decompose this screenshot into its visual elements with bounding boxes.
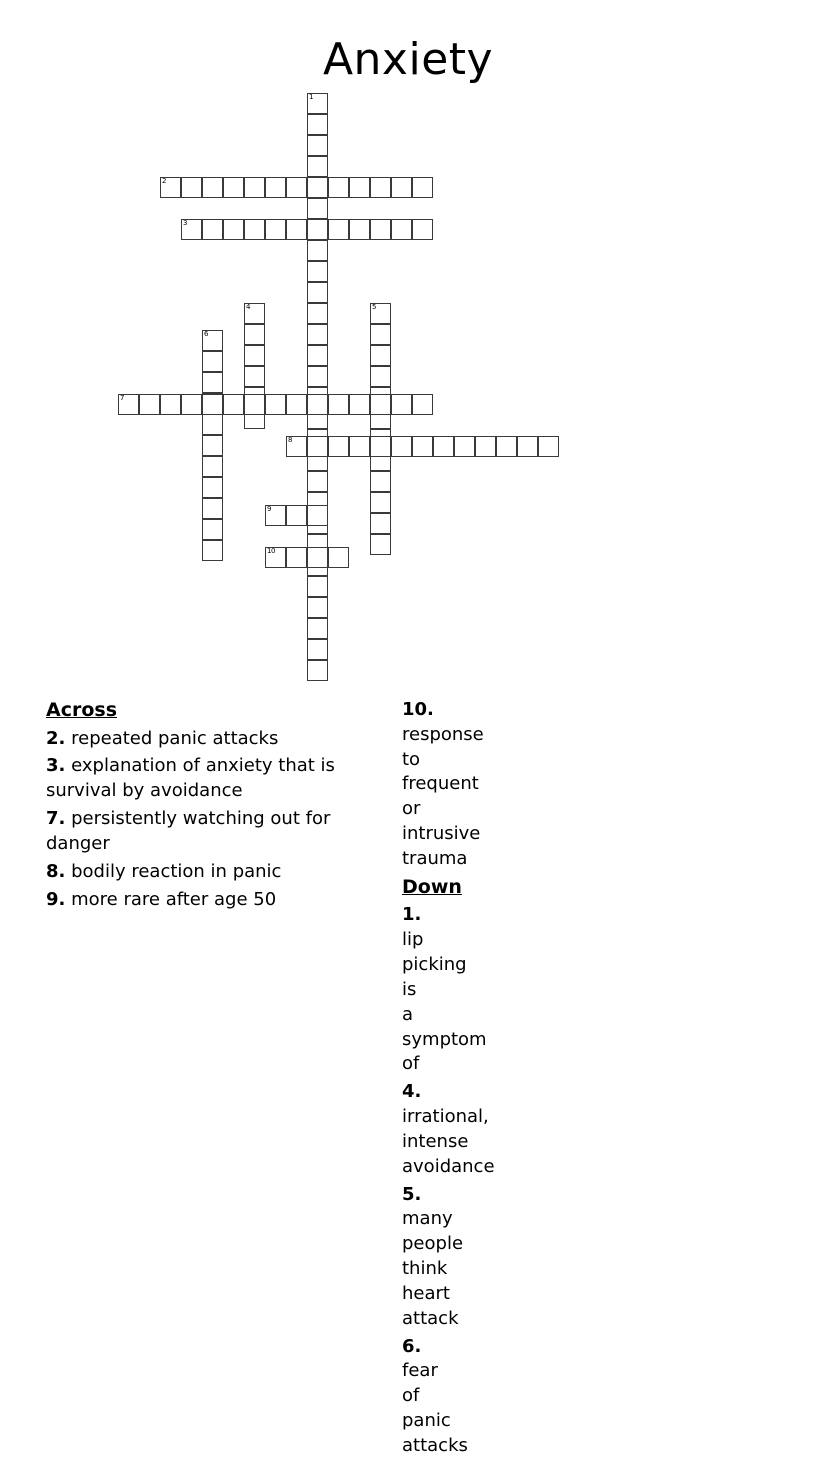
grid-cell[interactable] (412, 436, 433, 457)
grid-cell[interactable] (433, 436, 454, 457)
grid-cell[interactable] (370, 219, 391, 240)
clue-text: lip picking is a symptom of (402, 929, 487, 1075)
clues-container (0, 698, 816, 1462)
clue-text: explanation of anxiety that is survival by avoidance (46, 755, 335, 802)
grid-cell[interactable] (244, 345, 265, 366)
grid-cell[interactable] (370, 366, 391, 387)
grid-cell[interactable] (202, 414, 223, 435)
grid-cell[interactable] (202, 477, 223, 498)
grid-cell[interactable] (307, 660, 328, 681)
grid-cell[interactable] (307, 198, 328, 219)
grid-cell[interactable] (328, 219, 349, 240)
grid-cell[interactable] (202, 456, 223, 477)
clue-number: 9. (46, 888, 66, 910)
clue-number: 2. (46, 727, 66, 749)
grid-cell[interactable] (307, 394, 328, 415)
across-heading: Across (46, 699, 118, 721)
grid-cell[interactable] (244, 324, 265, 345)
grid-cell[interactable] (454, 436, 475, 457)
grid-cell[interactable] (307, 324, 328, 345)
grid-cell[interactable] (307, 156, 328, 177)
clue-text: persistently watching out for danger (46, 808, 331, 854)
grid-cell[interactable] (307, 471, 328, 492)
grid-cell[interactable] (202, 177, 223, 198)
grid-cell[interactable] (475, 436, 496, 457)
grid-cell[interactable] (307, 114, 328, 135)
cell-number: 3 (183, 219, 188, 228)
grid-cell[interactable] (202, 540, 223, 561)
grid-cell[interactable] (307, 436, 328, 457)
grid-cell[interactable] (202, 394, 223, 415)
clue-number: 7. (46, 808, 66, 830)
grid-cell[interactable] (181, 394, 202, 415)
clue-text: many people think heart attack (402, 1208, 464, 1329)
grid-cell[interactable] (223, 177, 244, 198)
clue-number: 3. (46, 755, 66, 777)
grid-cell[interactable] (286, 547, 307, 568)
grid-cell[interactable] (370, 436, 391, 457)
clue-text: irrational, intense avoidance (402, 1106, 495, 1177)
grid-cell[interactable] (349, 219, 370, 240)
grid-cell[interactable] (181, 177, 202, 198)
grid-cell[interactable] (328, 394, 349, 415)
grid-cell[interactable] (223, 394, 244, 415)
grid-cell[interactable] (265, 505, 286, 526)
crossword-grid (0, 84, 816, 684)
grid-cell[interactable] (412, 177, 433, 198)
cell-number: 2 (162, 177, 167, 186)
grid-cell[interactable] (139, 394, 160, 415)
grid-cell[interactable] (370, 303, 391, 324)
grid-cell[interactable] (391, 177, 412, 198)
grid-cell[interactable] (307, 505, 328, 526)
clue-number: 5. (402, 1183, 422, 1205)
clue-number: 8. (46, 860, 66, 882)
grid-cell[interactable] (307, 547, 328, 568)
cell-number: 8 (288, 435, 293, 444)
grid-cell[interactable] (202, 372, 223, 393)
grid-cell[interactable] (349, 436, 370, 457)
grid-cell[interactable] (307, 618, 328, 639)
clue-text: response to frequent or intrusive trauma (402, 723, 484, 869)
grid-cell[interactable] (370, 394, 391, 415)
grid-cell[interactable] (286, 219, 307, 240)
grid-cell[interactable] (517, 436, 538, 457)
grid-cell[interactable] (307, 303, 328, 324)
clue-text: bodily reaction in panic (71, 860, 282, 882)
grid-cell[interactable] (412, 394, 433, 415)
grid-cell[interactable] (244, 366, 265, 387)
clue-number: 6. (402, 1335, 422, 1357)
clue-down-1 (402, 903, 487, 1077)
grid-cell[interactable] (307, 282, 328, 303)
grid-cell[interactable] (307, 597, 328, 618)
grid-cell[interactable] (202, 435, 223, 456)
grid-cell[interactable] (244, 177, 265, 198)
cell-number: 1 (309, 93, 314, 102)
grid-cell[interactable] (202, 498, 223, 519)
grid-cell[interactable] (286, 177, 307, 198)
grid-cell[interactable] (328, 177, 349, 198)
grid-cell[interactable] (160, 177, 181, 198)
grid-cell[interactable] (307, 345, 328, 366)
grid-cell[interactable] (202, 351, 223, 372)
grid-cell[interactable] (391, 436, 412, 457)
grid-cell[interactable] (370, 471, 391, 492)
grid-cell[interactable] (202, 219, 223, 240)
grid-cell[interactable] (307, 639, 328, 660)
clue-text: repeated panic attacks (71, 727, 279, 749)
grid-cell[interactable] (370, 324, 391, 345)
grid-cell[interactable] (328, 436, 349, 457)
grid-cell[interactable] (349, 177, 370, 198)
cell-number: 6 (204, 329, 209, 338)
grid-cell[interactable] (265, 219, 286, 240)
grid-cell[interactable] (265, 394, 286, 415)
grid-cell[interactable] (370, 345, 391, 366)
grid-cell[interactable] (202, 519, 223, 540)
grid-cell[interactable] (244, 394, 265, 415)
grid-cell[interactable] (370, 492, 391, 513)
grid-cell[interactable] (307, 240, 328, 261)
grid-cell[interactable] (223, 219, 244, 240)
grid-cell[interactable] (202, 330, 223, 351)
grid-cell[interactable] (391, 394, 412, 415)
cell-number: 5 (372, 303, 377, 312)
grid-cell[interactable] (307, 366, 328, 387)
clues-column-right (40, 698, 495, 1462)
grid-cell[interactable] (307, 219, 328, 240)
grid-cell[interactable] (286, 394, 307, 415)
clue-down-6 (402, 1335, 468, 1459)
grid-cell[interactable] (181, 219, 202, 240)
grid-cell[interactable] (160, 394, 181, 415)
grid-cell[interactable] (265, 177, 286, 198)
grid-cell[interactable] (538, 436, 559, 457)
grid-cell[interactable] (307, 135, 328, 156)
grid-cell[interactable] (244, 303, 265, 324)
clue-down-4 (402, 1080, 495, 1179)
cell-number: 10 (267, 546, 276, 555)
clue-text: more rare after age 50 (71, 888, 277, 910)
cell-number: 4 (246, 303, 251, 312)
clue-number: 4. (402, 1081, 422, 1103)
grid-cell[interactable] (286, 505, 307, 526)
clue-number: 10. (402, 699, 434, 720)
grid-cell[interactable] (307, 177, 328, 198)
grid-cell[interactable] (349, 394, 370, 415)
cell-number: 9 (267, 504, 272, 513)
grid-cell[interactable] (391, 219, 412, 240)
grid-cell[interactable] (370, 513, 391, 534)
grid-cell[interactable] (370, 177, 391, 198)
grid-cell[interactable] (307, 93, 328, 114)
page-title: Anxiety (322, 34, 494, 85)
cell-number: 7 (120, 393, 125, 402)
clue-across-10 (402, 698, 484, 872)
grid-cell[interactable] (496, 436, 517, 457)
clue-down-5 (402, 1183, 464, 1332)
clue-text: fear of panic attacks (402, 1360, 468, 1456)
grid-cell[interactable] (412, 219, 433, 240)
grid-cell[interactable] (265, 547, 286, 568)
grid-cell[interactable] (118, 394, 139, 415)
grid-cell[interactable] (307, 261, 328, 282)
clue-number: 1. (402, 904, 422, 926)
down-heading: Down (402, 875, 462, 898)
grid-cell[interactable] (286, 436, 307, 457)
grid-cell[interactable] (244, 219, 265, 240)
grid-cell[interactable] (370, 534, 391, 555)
grid-cell[interactable] (307, 576, 328, 597)
grid-cell[interactable] (328, 547, 349, 568)
